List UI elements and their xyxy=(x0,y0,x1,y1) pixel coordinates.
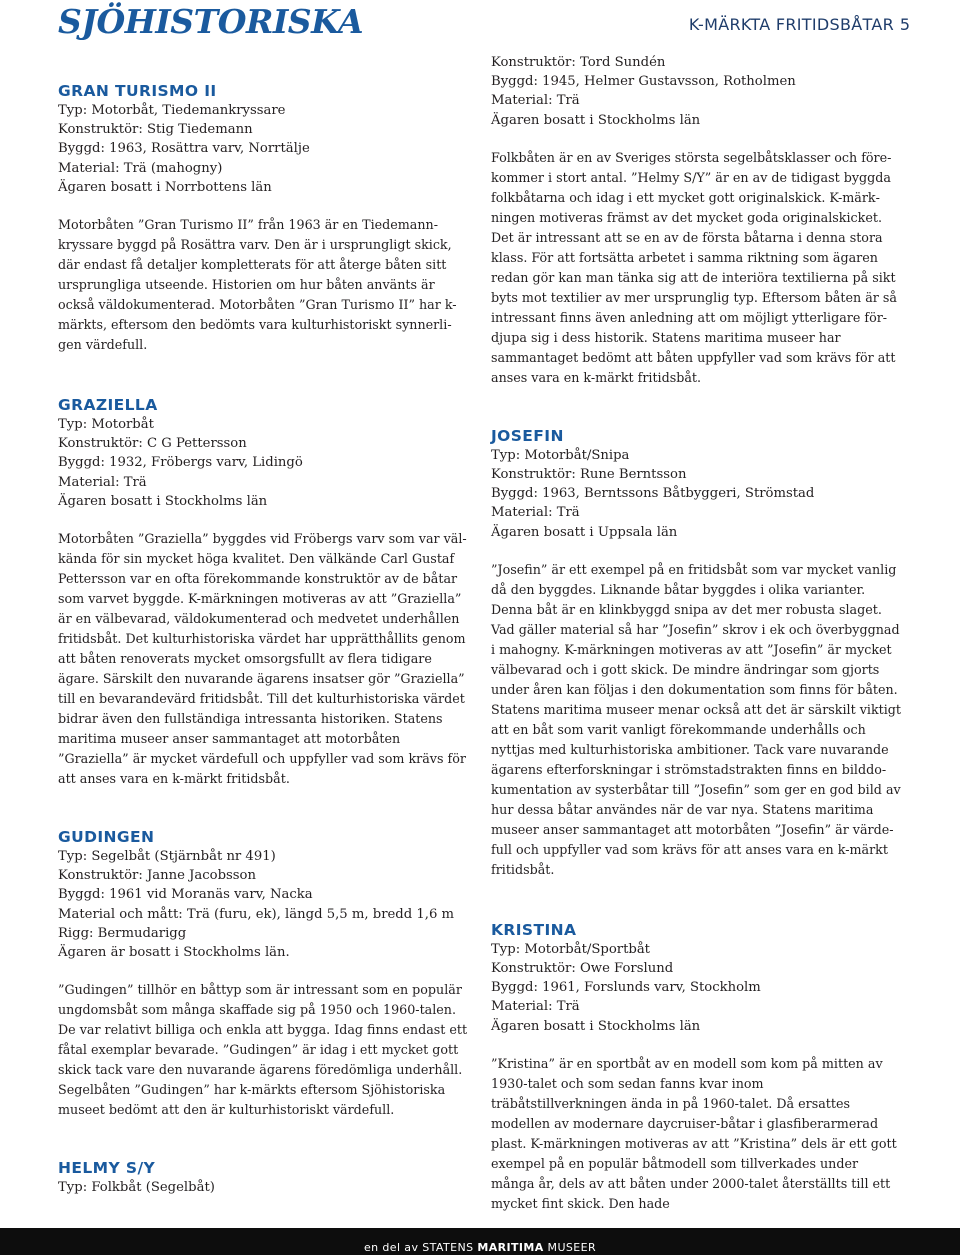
boat-fact: Byggd: 1932, Fröbergs varv, Lidingö xyxy=(58,455,303,471)
boat-fact: Byggd: 1963, Rosättra varv, Norrtälje xyxy=(58,141,310,157)
boat-fact: Ägaren bosatt i Stockholms län xyxy=(58,493,268,509)
boat-description: Folkbåten är en av Sveriges största segelbåtsklasser och förekommer i stort antal. ”Helmy S/Y” är en av de tidigast byggda folkbåtarna och idag i ett mycket gott originalskick. K-märkningen motiveras främst av det mycket goda originalskicket. Det är intressant att se en av de första båtarna i denna stora klass. För att fortsätta arbetet i samma riktning som ägaren redan gör kan man tänka sig att de interiöra textilierna på sikt byts mot textilier av mer ursprunglig typ. Eftersom båten är så intressant finns även anledning att om möjligt ytterligare fördjupa sig i dess historik. Statens maritima museer har sammantaget bedömt att båten uppfyller vad som krävs för att anses vara en k-märkt fritidsbåt. xyxy=(491,149,897,385)
boat-fact: Typ: Motorbåt xyxy=(58,417,154,433)
footer-org-museer: MUSEER xyxy=(543,1241,597,1254)
boat-gudingen xyxy=(58,827,468,1120)
footer-credit xyxy=(0,1241,960,1255)
boat-fact: Konstruktör: Stig Tiedemann xyxy=(58,122,253,138)
footer-prefix: en del av xyxy=(363,1241,423,1254)
boat-fact: Ägaren bosatt i Stockholms län xyxy=(491,112,701,128)
boat-fact: Konstruktör: Owe Forslund xyxy=(491,961,674,977)
boat-description: Motorbåten ”Graziella” byggdes vid Fröbergs varv som var välkända för sin mycket höga kvalitet. Den välkände Carl Gustaf Pettersson var en ofta förekommande konstruktör av de båtar som varvet byggde. K-märkningen motiveras av att ”Graziella” är en välbevarad, väldokumenterad och medvetet underhållen fritidsbåt. Det kulturhistoriska värdet har upprätthållits genom att båten renoverats mycket omsorgsfullt av flera tidigare ägare. Särskilt den nuvarande ägarens insatser gör ”Graziella” till en bevarandevärd fritidsbåt. Till det kulturhistoriska värdet bidrar även den fullständiga intressanta historiken. Statens maritima museer anser sammantaget att motorbåten ”Graziella” är mycket värdefull och uppfyller vad som krävs för att anses vara en k-märkt fritidsbåt. xyxy=(58,531,467,787)
boat-fact: Ägaren bosatt i Uppsala län xyxy=(491,524,678,540)
boat-fact: Byggd: 1945, Helmer Gustavsson, Rotholmen xyxy=(491,74,796,90)
boat-heading: KRISTINA xyxy=(491,920,577,939)
boat-fact: Ägaren bosatt i Norrbottens län xyxy=(58,179,272,195)
boat-gran-turismo xyxy=(58,52,468,355)
boat-heading: HELMY S/Y xyxy=(58,1159,156,1178)
boat-fact: Material: Trä (mahogny) xyxy=(58,160,223,176)
boat-helmy-continued xyxy=(491,53,901,388)
boat-fact: Byggd: 1963, Berntssons Båtbyggeri, Strömstad xyxy=(491,486,815,502)
boat-fact: Typ: Folkbåt (Segelbåt) xyxy=(58,1180,215,1196)
boat-fact: Konstruktör: Janne Jacobsson xyxy=(58,868,256,884)
footer-org-statens: STATENS xyxy=(422,1241,478,1254)
boat-heading: GRAN TURISMO II xyxy=(58,82,217,100)
boat-fact: Typ: Segelbåt (Stjärnbåt nr 491) xyxy=(58,849,276,865)
boat-fact: Typ: Motorbåt, Tiedemankryssare xyxy=(58,103,286,118)
boat-fact: Byggd: 1961, Forslunds varv, Stockholm xyxy=(491,980,761,996)
boat-heading: GUDINGEN xyxy=(58,828,155,847)
section-title: K-MÄRKTA FRITIDSBÅTAR xyxy=(688,15,894,34)
boat-fact: Typ: Motorbåt/Sportbåt xyxy=(491,941,650,957)
boat-heading: JOSEFIN xyxy=(491,426,564,445)
boat-description: ”Kristina” är en sportbåt av en modell som kom på mitten av 1930-talet och som sedan fanns kvar inom träbåtstillverkningen ända in på 1960-talet. Då ersattes modellen av modernare daycruiser-båtar i glasfiberarmerad plast. K-märkningen motiveras av att ”Kristina” dels är ett gott exempel på en populär båtmodell som tillverkades under många år, dels av att båten under 2000-talet återställts till ett mycket fint skick. Den hade xyxy=(491,1055,897,1211)
left-column xyxy=(58,52,468,1197)
boat-description: Motorbåten ”Gran Turismo II” från 1963 är en Tiedemannkryssare byggd på Rosättra varv. Den är i ursprungligt skick, där endast få detaljer kompletterats för att återge båten sitt ursprungliga utseende. Historien om hur båten använts är också väldokumenterad. Motorbåten ”Gran Turismo II” har k-märkts, eftersom den bedömts vara kulturhistoriskt synnerligen värdefull. xyxy=(58,217,457,353)
right-column xyxy=(491,53,901,1214)
boat-fact: Material: Trä xyxy=(491,999,580,1015)
boat-fact: Konstruktör: C G Pettersson xyxy=(58,436,247,452)
boat-kristina xyxy=(491,920,901,1214)
boat-description: ”Josefin” är ett exempel på en fritidsbåt som var mycket vanlig då den byggdes. Liknande båtar byggdes i olika varianter. Denna båt är en klinkbyggd snipa av det mer robusta slaget. Vad gäller material så har ”Josefin” skrov i ek och överbyggnad i mahogny. K-märkningen motiveras av att ”Josefin” är mycket välbevarad och i gott skick. De mindre ändringar som gjorts under åren kan följas i den dokumentation som finns för båten. Statens maritima museer menar också att det är särskilt viktigt att en båt som varit vanligt förekommande underhålls och nyttjas med kulturhistoriska ambitioner. Tack vare nuvarande ägarens efterforskningar i strömstadstrakten finns en bilddokumentation av systerbåtar till ”Josefin” som ger en god bild av hur dessa båtar användes när de var nya. Statens maritima museer anser sammantaget att motorbåten ”Josefin” är värdefull och uppfyller vad som krävs för att anses vara en k-märkt fritidsbåt. xyxy=(491,561,902,877)
boat-fact: Material: Trä xyxy=(58,474,147,490)
masthead-logo: SJÖHISTORISKA xyxy=(58,2,364,41)
footer-org-maritima: MARITIMA xyxy=(477,1241,544,1254)
boat-fact: Typ: Motorbåt/Snipa xyxy=(491,447,630,463)
boat-description: ”Gudingen” tillhör en båttyp som är intressant som en populär ungdomsbåt som många skaffade sig på 1950 och 1960-talen. De var relativt billiga och enkla att bygga. Idag finns endast ett fåtal exemplar bevarade. ”Gudingen” är idag i ett mycket gott skick tack vare den nuvarande ägarens föredömliga underhåll. Segelbåten ”Gudingen” har k-märkts eftersom Sjöhistoriska museet bedömt att den är kulturhistoriskt värdefull. xyxy=(58,982,468,1118)
boat-fact: Material: Trä xyxy=(491,505,580,521)
boat-josefin xyxy=(491,426,901,880)
boat-fact: Konstruktör: Tord Sundén xyxy=(491,55,666,70)
boat-fact: Byggd: 1961 vid Moranäs varv, Nacka xyxy=(58,887,313,903)
boat-fact: Ägaren är bosatt i Stockholms län. xyxy=(58,945,290,961)
boat-heading: GRAZIELLA xyxy=(58,396,158,415)
boat-fact: Material: Trä xyxy=(491,93,580,109)
boat-fact: Material och mått: Trä (furu, ek), längd 5,5 m, bredd 1,6 m xyxy=(58,906,455,922)
boat-fact: Ägaren bosatt i Stockholms län xyxy=(491,1018,701,1034)
boat-fact: Konstruktör: Rune Berntsson xyxy=(491,467,687,483)
boat-graziella xyxy=(58,395,468,789)
boat-helmy xyxy=(58,1158,468,1197)
page-number: 5 xyxy=(899,15,910,34)
boat-fact: Rigg: Bermudarigg xyxy=(58,925,187,941)
